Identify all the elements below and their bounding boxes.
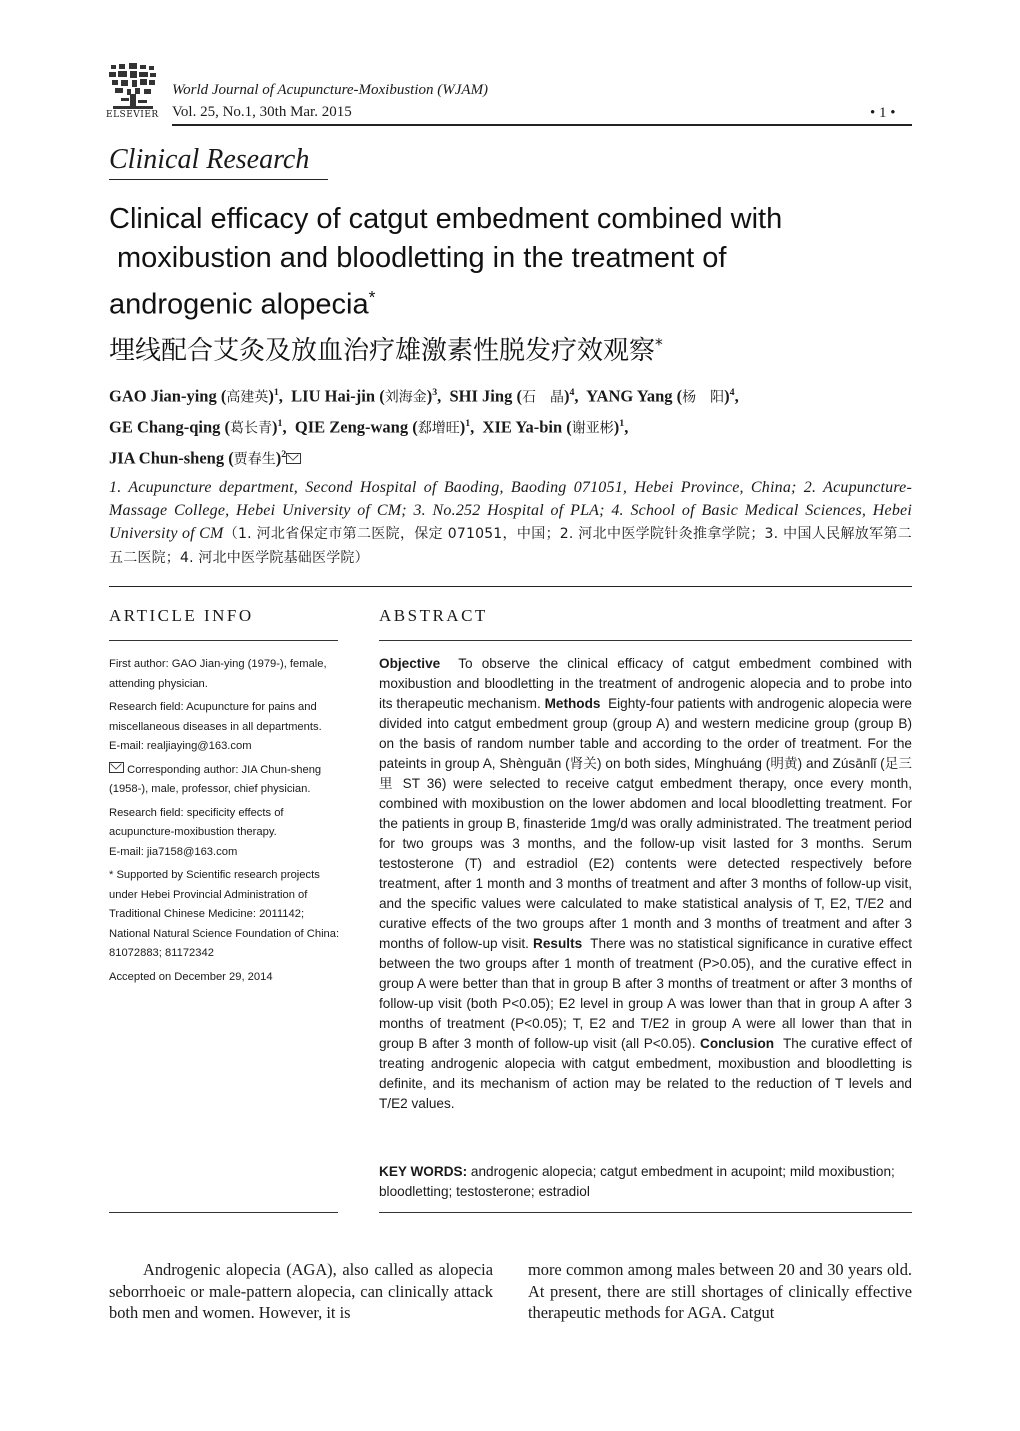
author-cn: 刘海金: [384, 389, 427, 406]
abstract-bottom-rule: [379, 1212, 912, 1213]
first-author: First author: GAO Jian-ying (1979-), female, attending physician.: [109, 658, 327, 690]
author-cn: 谢亚彬: [571, 420, 614, 437]
abstract-rule: [379, 640, 912, 641]
title-line-3-text: androgenic alopecia: [109, 288, 369, 321]
title-mark: *: [368, 287, 376, 307]
volume-info: Vol. 25, No.1, 30th Mar. 2015: [172, 104, 352, 120]
section-underline: [109, 179, 328, 180]
author-name: YANG Yang: [586, 386, 673, 406]
article-info-heading: ARTICLE INFO: [109, 606, 254, 625]
title-line-2: moxibustion and bloodletting in the treatment of: [117, 242, 727, 274]
article-title: [109, 200, 869, 325]
author-cn: 贾春生: [233, 451, 276, 468]
methods-text: Eighty-four patients with androgenic alopecia were divided into catgut embedment group (group A) and western medicine group (group B) on the basis of random number table and according to the order of treatment. For the pateints in group A, Shènguān (肾关) on both sides, Mínghuáng (明黄) and Zúsānlǐ (足三里 ST 36) were selected to receive catgut embedment therapy, once every month, combined with moxibustion on the lower abdomen and local bloodletting treatment. For the patients in group B, finasteride 1mg/d was orally administrated. The treatment period for two groups was 3 months, and the follow-up visit lasted for 3 months. Serum testosterone (T) and estradiol (E2) contents were detected respectively before treatment, after 1 month and 3 months of treatment and after 3 months of follow-up visit, and the specific values were calculated to make statistical analysis of T, E2, T/E2 and curative effects of the two groups after 1 month and 3 months of treatment and after 3 months of follow-up visit.: [379, 696, 912, 951]
author-cn: 葛长青: [230, 420, 273, 437]
author-name: GAO Jian-ying: [109, 386, 217, 406]
section-title: Clinical Research: [109, 144, 310, 175]
author-aff: 2: [281, 449, 287, 460]
body-column-left: Androgenic alopecia (AGA), also called as alopecia seborrhoeic or male-pattern alopecia, can clinically attack both men and women. However, it is: [109, 1260, 493, 1322]
author-aff: 4: [569, 387, 575, 398]
research-field-1: Research field: Acupuncture for pains and miscellaneous diseases in all departments.: [109, 701, 322, 733]
methods-label: Methods: [544, 696, 601, 711]
results-text: There was no statistical significance in curative effect between the two groups after 1 month of treatment (P>0.05), and the curative effect in group A were better than that in group B after 3 months of treatment or after 3 months of follow-up visit (both P<0.05); E2 level in group A was lower than that in group A after 3 months of treatment (P<0.05); T, E2 and T/E2 in group A were all lower than that in group B after 3 month of follow-up visit (all P<0.05).: [379, 936, 912, 1051]
results-label: Results: [533, 936, 583, 951]
author-name: QIE Zeng-wang: [294, 417, 409, 437]
page-number: • 1 •: [870, 105, 896, 121]
elsevier-tree-logo-icon: [107, 62, 159, 114]
objective-label: Objective: [379, 656, 441, 671]
affiliations-en: 1. Acupuncture department, Second Hospital of Baoding, Baoding 071051, Hebei Province, China; 2. Acupuncture-Massage College, Hebei University of CM; 3. No.252 Hospital of PLA; 4. School of Basic Medical Sciences, Hebei University of CM: [109, 479, 912, 542]
keywords-label: KEY WORDS:: [379, 1164, 468, 1179]
author-aff: 1: [465, 418, 471, 429]
header-rule: [172, 124, 912, 126]
body-column-right: more common among males between 20 and 30 years old. At present, there are still shortages of clinically effective therapeutic methods for AGA. Catgut: [528, 1260, 912, 1322]
author-list: [109, 380, 909, 473]
abstract-body: [379, 654, 912, 1114]
author-aff: 1: [273, 387, 279, 398]
email-envelope-icon: [286, 453, 301, 464]
author-cn: 高建英: [226, 389, 269, 406]
email-2: E-mail: jia7158@163.com: [109, 845, 238, 858]
author-name: LIU Hai-jin: [291, 386, 376, 406]
article-info: [109, 655, 344, 991]
author-line-1: GAO Jian-ying (高建英)$^1$, LIU Hai-jin (刘海金)$^3$, SHI Jing (石 晶)$^4$, YANG Yang (杨 阳)$^4$,: [109, 386, 739, 406]
objective-text: To observe the clinical efficacy of catgut embedment combined with moxibustion and bloodletting in the treatment of androgenic alopecia and to probe into its therapeutic mechanism.: [379, 656, 912, 711]
author-name: SHI Jing: [449, 386, 513, 406]
research-field-2: Research field: specificity effects of acupuncture-moxibustion therapy.: [109, 806, 284, 838]
corresponding-author: [109, 761, 344, 800]
keywords: [379, 1162, 912, 1202]
author-cn: 杨 阳: [682, 389, 725, 406]
divider-rule: [109, 586, 912, 587]
author-aff: 1: [277, 418, 283, 429]
abstract-heading: ABSTRACT: [379, 606, 488, 625]
chinese-title-text: 埋线配合艾灸及放血治疗雄激素性脱发疗效观察: [109, 336, 656, 366]
affiliations: [109, 476, 912, 570]
corresponding-text: Corresponding author: JIA Chun-sheng (1958-), male, professor, chief physician.: [109, 763, 322, 795]
author-name: GE Chang-qing: [109, 417, 221, 437]
publisher-name: ELSEVIER: [106, 110, 159, 120]
title-line-1: Clinical efficacy of catgut embedment combined with: [109, 203, 783, 235]
accepted-date: Accepted on December 29, 2014: [109, 970, 273, 983]
author-name: JIA Chun-sheng: [109, 448, 225, 468]
author-cn: 石 晶: [521, 389, 564, 406]
chinese-title: [109, 330, 663, 367]
affiliations-cn: （1. 河北省保定市第二医院，保定 071051，中国；2. 河北中医学院针灸推拿学院；3. 中国人民解放军第二五二医院；4. 河北中医学院基础医学院）: [109, 526, 913, 566]
email-1: E-mail: realjiaying@163.com: [109, 740, 252, 752]
author-line-3: JIA Chun-sheng (贾春生)$^2$: [109, 442, 909, 473]
author-cn: 郄增旺: [417, 420, 460, 437]
conclusion-text: The curative effect of treating androgenic alopecia with catgut embedment, moxibustion and bloodletting is definite, and its mechanism of action may be related to the reduction of T levels and T/E2 values.: [379, 1036, 912, 1111]
keywords-text: androgenic alopecia; catgut embedment in acupoint; mild moxibustion; bloodletting; testosterone; estradiol: [379, 1164, 895, 1199]
funding: * Supported by Scientific research projects under Hebei Provincial Administration of Traditional Chinese Medicine: 2011142; National Natural Science Foundation of China: 81072883; 81172342: [109, 869, 340, 959]
title-line-3: [109, 278, 869, 325]
author-aff: 1: [619, 418, 625, 429]
author-aff: 4: [729, 387, 735, 398]
journal-name: World Journal of Acupuncture-Moxibustion (WJAM): [172, 82, 489, 98]
envelope-icon: [109, 762, 124, 773]
author-name: XIE Ya-bin: [482, 417, 563, 437]
author-line-2: GE Chang-qing (葛长青)$^1$, QIE Zeng-wang (郄增旺)$^1$, XIE Ya-bin (谢亚彬)$^1$,: [109, 417, 629, 437]
article-info-bottom-rule: [109, 1212, 338, 1213]
author-aff: 3: [432, 387, 438, 398]
article-info-rule: [109, 640, 338, 641]
conclusion-label: Conclusion: [700, 1036, 775, 1051]
chinese-title-mark: *: [655, 335, 663, 354]
